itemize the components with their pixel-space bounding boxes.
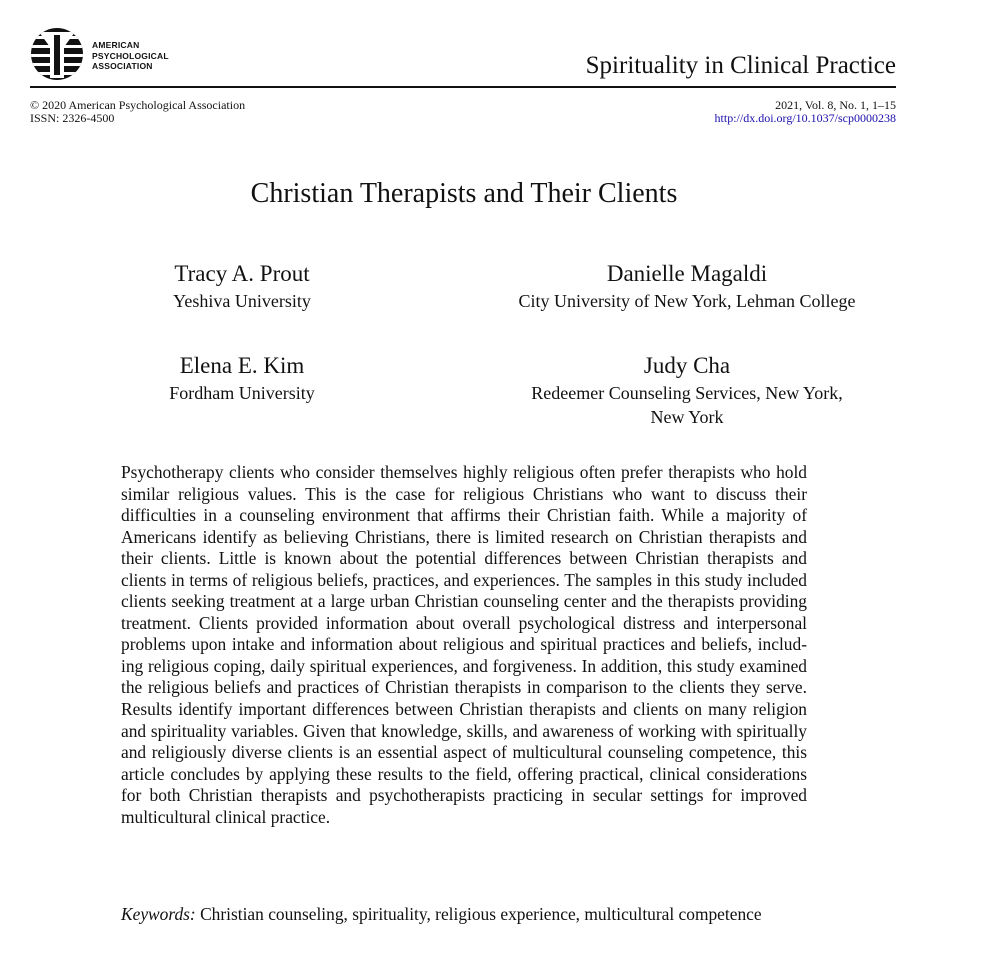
- keywords: [121, 903, 807, 925]
- author-block: [142, 259, 342, 313]
- author-affiliation: Redeemer Counseling Services, New York,: [531, 383, 843, 403]
- author-block: [142, 351, 342, 405]
- doi-link[interactable]: http://dx.doi.org/10.1037/scp0000238: [714, 111, 896, 125]
- issn: ISSN: 2326-4500: [30, 111, 115, 125]
- article-title: Christian Therapists and Their Clients: [250, 178, 678, 209]
- author-affiliation: New York: [650, 407, 724, 427]
- author-block: [476, 351, 898, 429]
- copyright-notice: © 2020 American Psychological Association: [30, 98, 246, 112]
- citation: 2021, Vol. 8, No. 1, 1–15: [775, 98, 896, 112]
- publication-meta: [30, 99, 245, 125]
- author-name: Elena E. Kim: [179, 353, 305, 378]
- citation-meta: [715, 99, 896, 125]
- abstract: Psychotherapy clients who consider themselves highly religious often prefer therapists who hold similar religious values. This is the case for religious Christians who want to discuss their difficulties in a counseling environment that affirms their Christian faith. While a majority of Americans identify as believing Christians, there is limited research on Christian therapists and their clients. Little is known about the potential differences between Christian therapists and clients in terms of religious beliefs, practices, and experiences. The samples in this study included clients seeking treatment at a large urban Christian counseling center and the therapists providing treatment. Clients provided information about overall psychological distress and interpersonal problems upon intake and information about religious and spiritual practices and beliefs, including religious coping, daily spiritual experiences, and forgiveness. In addition, this study examined the religious beliefs and practices of Christian therapists in comparison to the clients they serve. Results identify important differences between Christian therapists and clients on many religion and spirituality variables. Given that knowledge, skills, and awareness of working with spiritually and religiously diverse clients is an essential aspect of multicultural counseling competence, this article concludes by applying these results to the field, offering practical, clinical considerations for both Christian therapists and psychotherapists practicing in secular settings for improved multicultural clinical practice.: [121, 462, 807, 827]
- publisher-name-line: ASSOCIATION: [92, 61, 153, 71]
- keywords-label: Keywords:: [121, 904, 196, 924]
- apa-logo-icon: [30, 27, 84, 81]
- author-affiliation: City University of New York, Lehman College: [518, 291, 856, 311]
- author-block: [476, 259, 898, 313]
- header-divider: [30, 86, 896, 88]
- keywords-list: Christian counseling, spirituality, religious experience, multicultural competence: [200, 904, 762, 924]
- author-affiliation: Yeshiva University: [173, 291, 311, 311]
- author-name: Danielle Magaldi: [606, 261, 768, 286]
- publisher-name: [92, 40, 169, 72]
- publisher-name-line: PSYCHOLOGICAL: [92, 50, 169, 61]
- publisher-name-line: AMERICAN: [92, 40, 140, 50]
- author-name: Judy Cha: [643, 353, 731, 378]
- author-name: Tracy A. Prout: [174, 261, 310, 286]
- author-affiliation: Fordham University: [169, 383, 315, 403]
- journal-title: Spirituality in Clinical Practice: [585, 52, 896, 79]
